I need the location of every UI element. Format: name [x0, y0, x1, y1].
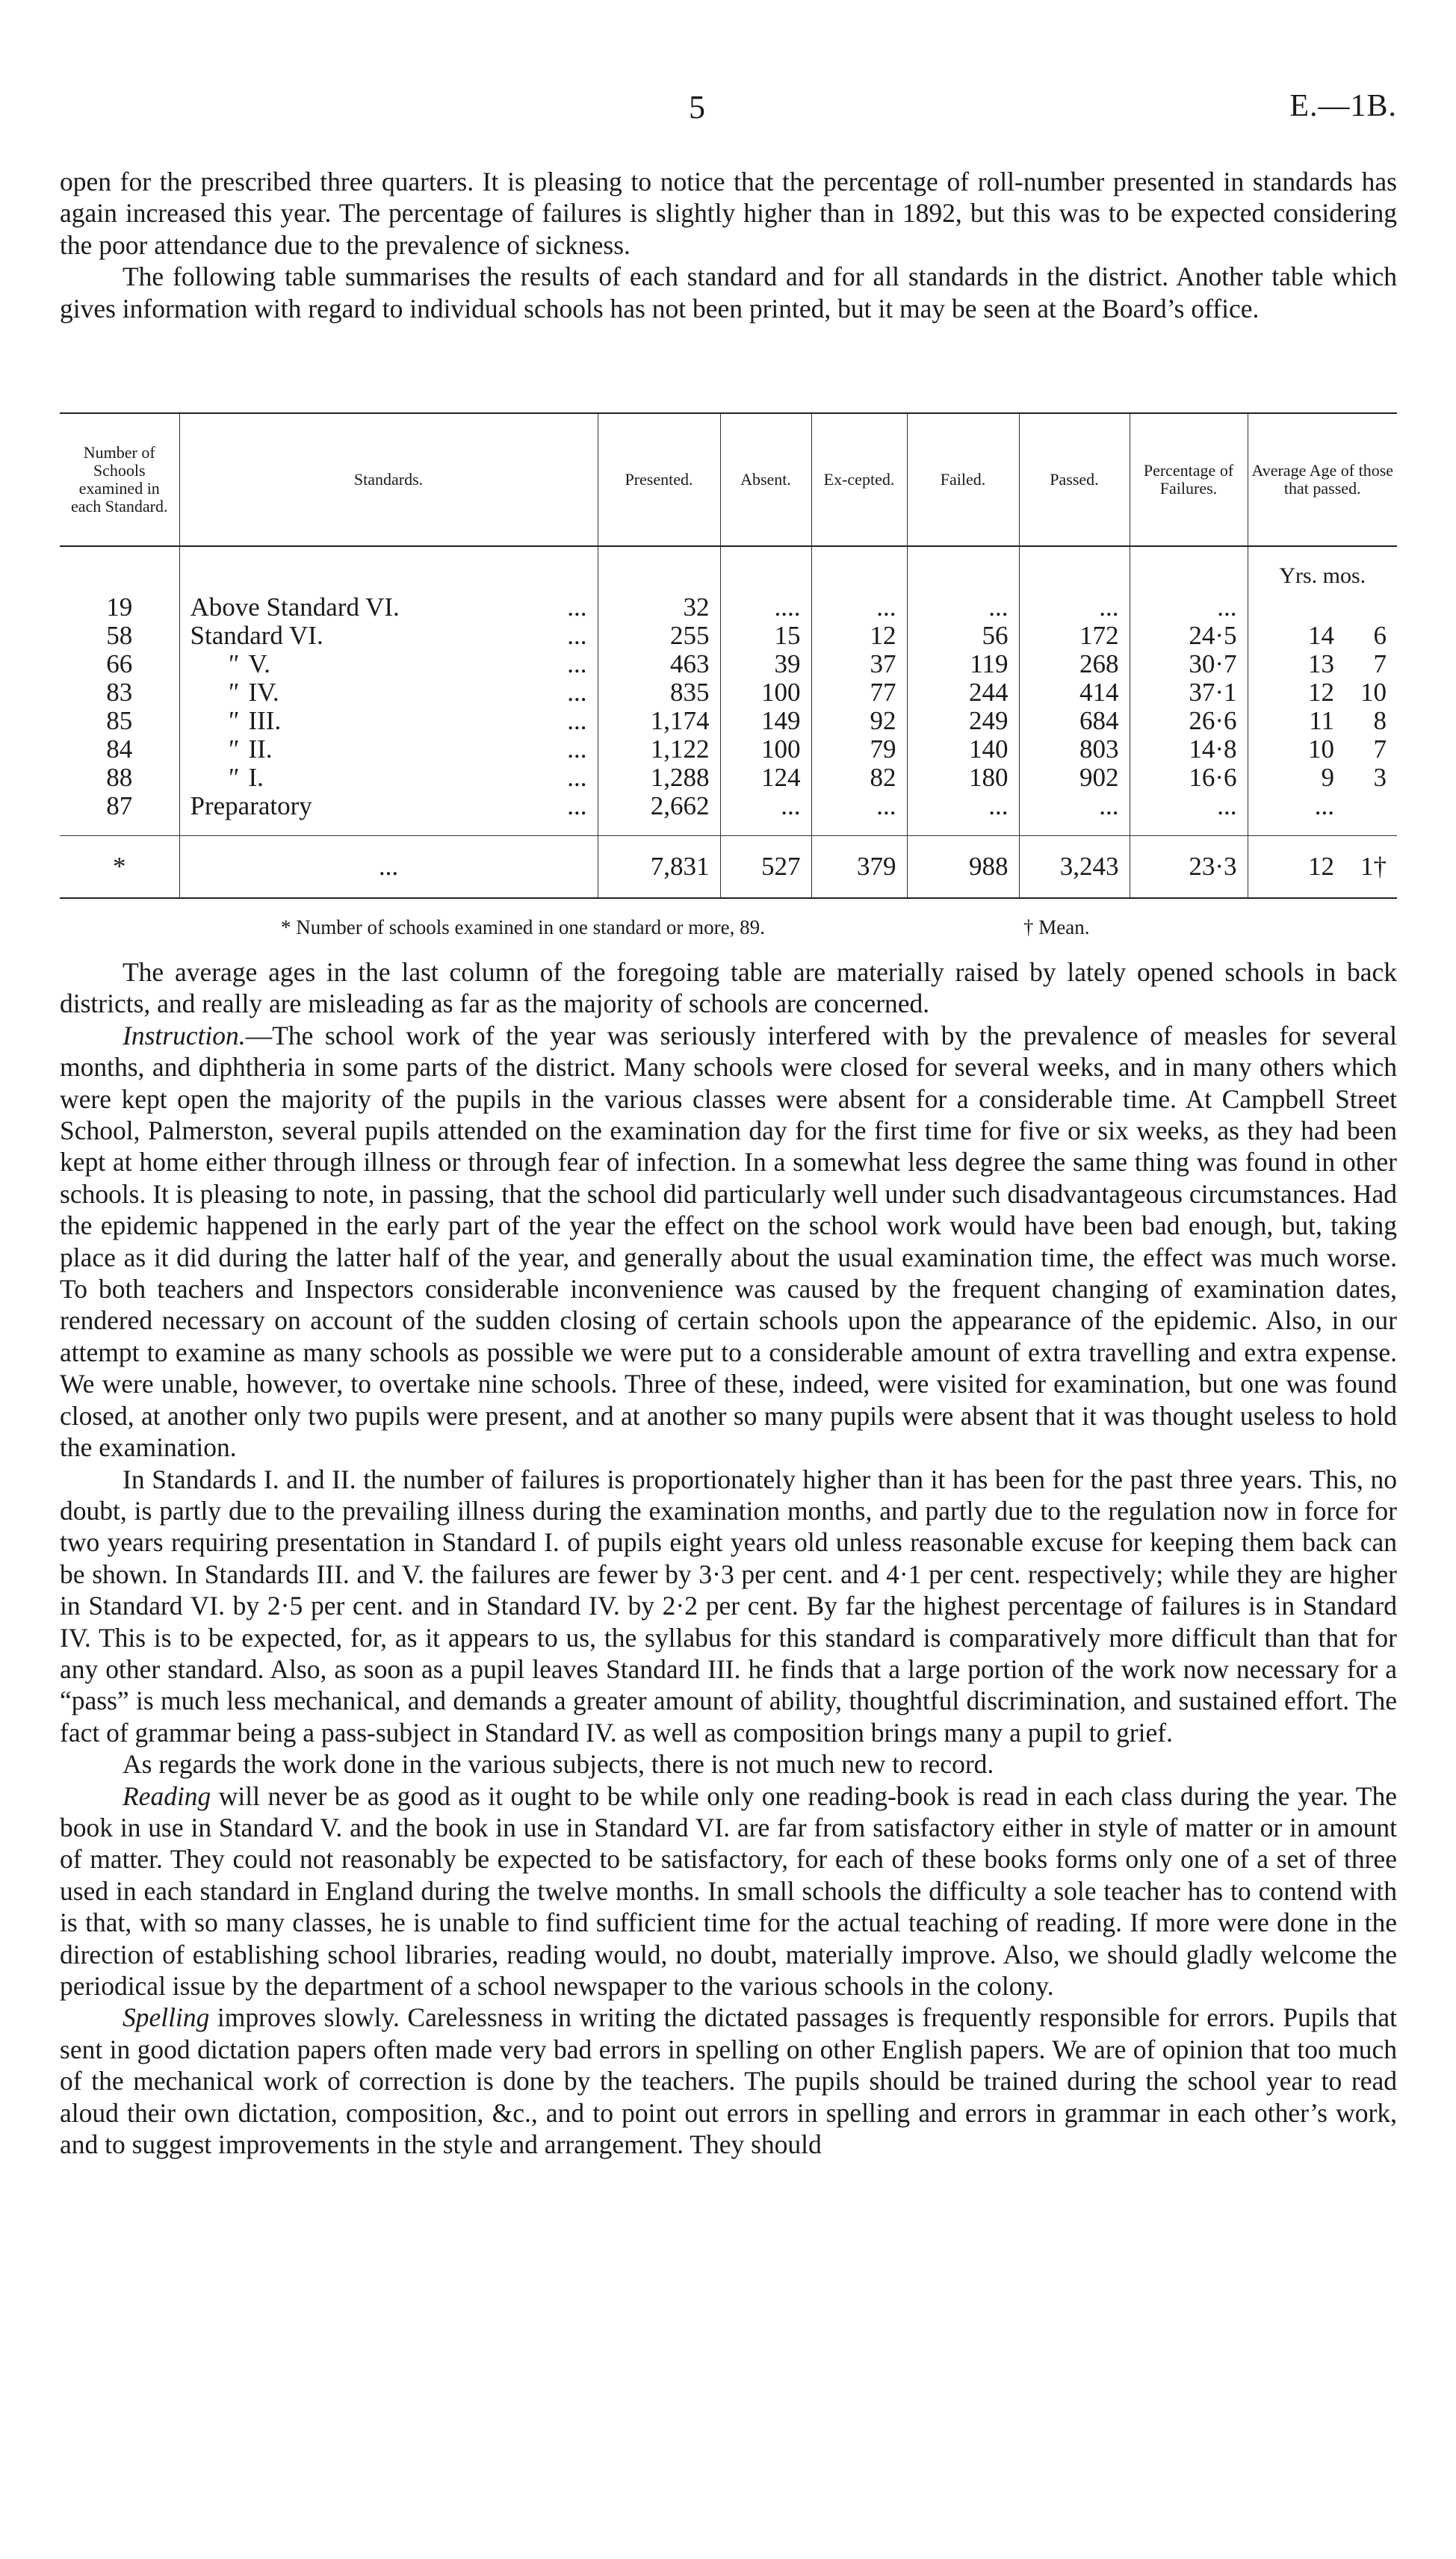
- cell-excepted: 92: [811, 707, 907, 735]
- cell-schools: 83: [106, 678, 133, 707]
- cell-passed: 268: [1019, 650, 1130, 678]
- cell-passed: ...: [1019, 593, 1130, 622]
- ditto-mark: ": [226, 706, 238, 735]
- paragraph-lead: Reading: [123, 1780, 211, 1811]
- cell-schools: 58: [106, 621, 133, 650]
- table-row: [60, 622, 1397, 650]
- column-header: Presented.: [598, 413, 720, 546]
- paragraph-lead: Instruction.: [123, 1020, 246, 1050]
- standard-label: I.: [248, 763, 264, 792]
- cell-failed: ...: [907, 792, 1019, 820]
- table-row: [60, 678, 1397, 707]
- paragraph: The following table summarises the results of each standard and for all standards in the district. Another table which gives information with regard to individual schools has not been printed, but it may be seen at the Board’s office.: [60, 262, 1397, 324]
- cell-presented: 1,174: [598, 707, 720, 735]
- standard-label: III.: [248, 706, 282, 735]
- cell-standard: [179, 735, 598, 764]
- leader-dots: ...: [567, 706, 587, 735]
- age-years: 10: [1308, 734, 1334, 764]
- cell-average-age: [1248, 593, 1397, 622]
- cell-presented: 2,662: [598, 792, 720, 820]
- spacer-row: [60, 820, 1397, 836]
- footnote-mean: † Mean.: [1023, 916, 1090, 938]
- age-years: 12: [1308, 852, 1334, 881]
- cell-total-pct: 23·3: [1130, 836, 1248, 899]
- age-months: 8: [1373, 706, 1387, 735]
- standard-label: Standard VI.: [190, 621, 323, 650]
- column-header: Percentage of Failures.: [1130, 413, 1248, 546]
- cell-passed: 902: [1019, 764, 1130, 792]
- paragraph: In Standards I. and II. the number of failures is proportionately higher than it has been for the past three years. This, no doubt, is partly due to the prevailing illness during the examination months, and partly due to the regulation now in force for two years requiring presentation in Standard I. of pupils eight years old unless reasonable excuse for keeping them back can be shown. In Standards III. and V. the failures are fewer by 3·3 per cent. and 4·1 per cent. respectively; while they are higher in Standard VI. by 2·5 per cent. and in Standard IV. by 2·2 per cent. By far the highest percentage of failures is in Standard IV. This is to be expected, for, as it appears to us, the syllabus for this standard is comparatively more difficult than that for any other standard. Also, as soon as a pupil leaves Standard III. he finds that a large portion of the work now necessary for a “pass” is much less mechanical, and demands a greater amount of ability, thoughtful discrimination, and sustained effort. The fact of grammar being a pass-subject in Standard IV. as well as composition brings many a pupil to grief.: [60, 1464, 1397, 1748]
- cell-standard: [179, 650, 598, 678]
- leader-dots: ...: [567, 621, 587, 650]
- footnote-schools: * Number of schools examined in one standard or more, 89.: [281, 916, 765, 938]
- totals-row: [60, 836, 1397, 899]
- table-header-row: [60, 413, 1397, 546]
- report-body: [60, 956, 1397, 2160]
- cell-pct: ...: [1130, 593, 1248, 622]
- table-row: [60, 707, 1397, 735]
- standard-label: V.: [248, 649, 271, 678]
- paragraph: [60, 1780, 1397, 2002]
- cell-passed: 414: [1019, 678, 1130, 707]
- leader-dots: ...: [567, 649, 587, 678]
- cell-total-excepted: 379: [811, 836, 907, 899]
- cell-excepted: 82: [811, 764, 907, 792]
- cell-presented: 32: [598, 593, 720, 622]
- cell-standard: ...: [179, 836, 598, 899]
- age-months: 6: [1373, 621, 1387, 650]
- cell-presented: 835: [598, 678, 720, 707]
- age-years: 14: [1308, 621, 1334, 650]
- cell-average-age: [1248, 836, 1397, 899]
- cell-standard: [179, 622, 598, 650]
- age-months: 7: [1373, 649, 1387, 678]
- cell-average-age: [1248, 622, 1397, 650]
- standard-label: Above Standard VI.: [190, 592, 400, 622]
- paragraph: [60, 2002, 1397, 2160]
- leader-dots: ...: [567, 763, 587, 792]
- ditto-mark: ": [226, 649, 238, 678]
- cell-schools: 66: [106, 649, 133, 678]
- cell-pct: 37·1: [1130, 678, 1248, 707]
- cell-average-age: [1248, 678, 1397, 707]
- cell-absent: 15: [720, 622, 811, 650]
- ditto-mark: ": [226, 678, 238, 707]
- cell-excepted: 12: [811, 622, 907, 650]
- paragraph-text: —The school work of the year was seriously interfered with by the prevalence of measles for several months, and diphtheria in some parts of the district. Many schools were closed for several weeks, and in many others which were kept open the majority of the pupils in the various classes were absent for a considerable time. At Campbell Street School, Palmerston, several pupils attended on the examination day for the first time for five or six weeks, as they had been kept at home either through illness or through fear of infection. In a somewhat less degree the same thing was found in other schools. It is pleasing to note, in passing, that the school did particularly well under such disadvantageous circumstances. Had the epidemic happened in the early part of the year the effect on the school work would have been bad enough, but, taking place as it did during the latter half of the year, and generally about the usual examination time, the effect was much worse. To both teachers and Inspectors considerable inconvenience was caused by the frequent changing of examination dates, rendered necessary on account of the sudden closing of certain schools upon the appearance of the epidemic. Also, in our attempt to examine as many schools as possible we were put to a considerable amount of extra travelling and extra expense. We were unable, however, to overtake nine schools. Three of these, indeed, were visited for examination, but one was found closed, at another only two pupils were present, and at another so many pupils were absent that it was thought useless to hold the examination.: [60, 1020, 1397, 1463]
- cell-excepted: 79: [811, 735, 907, 764]
- paragraph-lead: Spelling: [123, 2002, 210, 2033]
- cell-average-age: [1248, 764, 1397, 792]
- cell-absent: ....: [720, 593, 811, 622]
- cell-average-age: [1248, 735, 1397, 764]
- column-header: Failed.: [907, 413, 1019, 546]
- cell-failed: 244: [907, 678, 1019, 707]
- leader-dots: ...: [567, 592, 587, 622]
- cell-excepted: 37: [811, 650, 907, 678]
- table-row: [60, 735, 1397, 764]
- age-years: 11: [1309, 706, 1334, 735]
- cell-absent: 39: [720, 650, 811, 678]
- cell-failed: 119: [907, 650, 1019, 678]
- age-years: 12: [1308, 678, 1334, 707]
- cell-pct: 16·6: [1130, 764, 1248, 792]
- leader-dots: ...: [567, 734, 587, 764]
- cell-failed: ...: [907, 593, 1019, 622]
- page-number: 5: [689, 89, 705, 126]
- cell-schools: 87: [106, 791, 133, 820]
- intro-section: [60, 166, 1397, 324]
- age-years: ...: [1314, 791, 1334, 820]
- cell-passed: 803: [1019, 735, 1130, 764]
- cell-total-failed: 988: [907, 836, 1019, 899]
- paragraph: [60, 1020, 1397, 1464]
- age-months: 7: [1373, 734, 1387, 764]
- cell-total-presented: 7,831: [598, 836, 720, 899]
- cell-schools: 88: [106, 763, 133, 792]
- cell-average-age: [1248, 707, 1397, 735]
- cell-presented: 463: [598, 650, 720, 678]
- cell-standard: [179, 792, 598, 820]
- ditto-mark: ": [226, 734, 238, 764]
- units-row: [60, 546, 1397, 593]
- cell-passed: ...: [1019, 792, 1130, 820]
- cell-absent: 100: [720, 678, 811, 707]
- page-header: [60, 88, 1397, 126]
- cell-standard: [179, 593, 598, 622]
- cell-average-age: [1248, 792, 1397, 820]
- cell-failed: 249: [907, 707, 1019, 735]
- cell-presented: 255: [598, 622, 720, 650]
- age-months: 1†: [1360, 852, 1387, 881]
- cell-schools: 85: [106, 706, 133, 735]
- cell-pct: ...: [1130, 792, 1248, 820]
- paragraph-text: improves slowly. Carelessness in writing the dictated passages is frequently responsible for errors. Pupils that sent in good dictation papers often made very bad errors in spelling on other English papers. We are of opinion that too much of the mechanical work of correction is done by the teachers. The pupils should be trained during the school year to read aloud their own dictation, composition, &c., and to point out errors in spelling and errors in grammar in each other’s work, and to suggest improvements in the style and arrangement. They should: [60, 2002, 1397, 2160]
- table-row: [60, 764, 1397, 792]
- document-reference: E.—1B.: [1289, 89, 1397, 123]
- paragraph: open for the prescribed three quarters. It is pleasing to notice that the percentage of roll-number presented in standards has again increased this year. The percentage of failures is slightly higher than in 1892, but this was to be expected considering the poor attendance due to the prevalence of sickness.: [60, 167, 1397, 260]
- cell-absent: 100: [720, 735, 811, 764]
- standards-results-table: [60, 412, 1397, 899]
- cell-failed: 140: [907, 735, 1019, 764]
- cell-schools: 19: [106, 592, 133, 622]
- column-header: Standards.: [179, 413, 598, 546]
- paragraph-text: will never be as good as it ought to be while only one reading-book is read in each class during the year. The book in use in Standard V. and the book in use in Standard VI. are far from satisfactory either in style of matter or in amount of matter. They could not reasonably be expected to be satisfactory, for each of these books forms only one of a set of three used in each standard in England during the twelve months. In small schools the difficulty a sole teacher has to contend with is that, with so many classes, he is unable to find sufficient time for the actual teaching of reading. If more were done in the direction of establishing school libraries, reading would, no doubt, materially improve. Also, we should gladly welcome the periodical issue by the department of a school newspaper to the various schools in the colony.: [60, 1780, 1397, 2001]
- age-years: 9: [1321, 763, 1334, 792]
- standard-label: II.: [248, 734, 273, 764]
- cell-schools: *: [60, 836, 179, 899]
- cell-standard: [179, 678, 598, 707]
- cell-pct: 14·8: [1130, 735, 1248, 764]
- table-row: [60, 593, 1397, 622]
- column-header: Number of Schools examined in each Standard.: [60, 413, 179, 546]
- age-months: 3: [1373, 763, 1387, 792]
- column-header: Passed.: [1019, 413, 1130, 546]
- cell-excepted: 77: [811, 678, 907, 707]
- table-row: [60, 792, 1397, 820]
- cell-absent: 149: [720, 707, 811, 735]
- standard-label: Preparatory: [190, 791, 312, 820]
- cell-standard: [179, 764, 598, 792]
- standard-label: IV.: [248, 678, 279, 707]
- cell-presented: 1,288: [598, 764, 720, 792]
- column-header: Ex-cepted.: [811, 413, 907, 546]
- cell-schools: 84: [106, 734, 133, 764]
- cell-average-age: [1248, 650, 1397, 678]
- cell-excepted: ...: [811, 792, 907, 820]
- cell-failed: 180: [907, 764, 1019, 792]
- cell-total-absent: 527: [720, 836, 811, 899]
- cell-failed: 56: [907, 622, 1019, 650]
- column-header: Average Age of those that passed.: [1248, 413, 1397, 546]
- cell-pct: 30·7: [1130, 650, 1248, 678]
- cell-standard: [179, 707, 598, 735]
- ditto-mark: ": [226, 763, 238, 792]
- cell-absent: ...: [720, 792, 811, 820]
- cell-pct: 26·6: [1130, 707, 1248, 735]
- age-years: 13: [1308, 649, 1334, 678]
- column-header: Absent.: [720, 413, 811, 546]
- cell-pct: 24·5: [1130, 622, 1248, 650]
- age-units: Yrs. mos.: [1248, 546, 1397, 593]
- cell-total-passed: 3,243: [1019, 836, 1130, 899]
- cell-passed: 684: [1019, 707, 1130, 735]
- cell-absent: 124: [720, 764, 811, 792]
- cell-presented: 1,122: [598, 735, 720, 764]
- leader-dots: ...: [567, 791, 587, 820]
- age-months: 10: [1360, 678, 1387, 707]
- paragraph: The average ages in the last column of the foregoing table are materially raised by lately opened schools in back districts, and really are misleading as far as the majority of schools are concerned.: [60, 957, 1397, 1019]
- table-row: [60, 650, 1397, 678]
- leader-dots: ...: [567, 678, 587, 707]
- cell-excepted: ...: [811, 593, 907, 622]
- paragraph: As regards the work done in the various subjects, there is not much new to record.: [123, 1749, 994, 1780]
- cell-passed: 172: [1019, 622, 1130, 650]
